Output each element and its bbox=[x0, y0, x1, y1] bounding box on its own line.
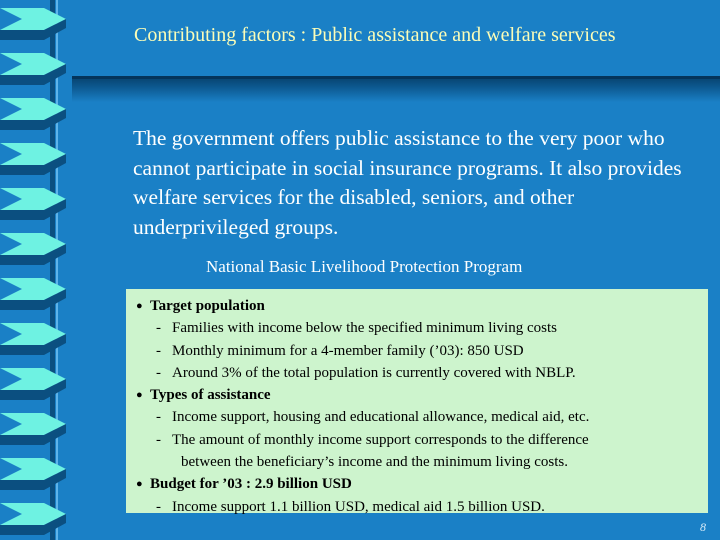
dash-marker: - bbox=[156, 431, 161, 448]
bullet-icon: ● bbox=[136, 478, 143, 491]
page-number: 8 bbox=[700, 520, 706, 534]
dash-marker: - bbox=[156, 320, 161, 337]
list-item-text: Around 3% of the total population is currently covered with NBLP. bbox=[172, 364, 576, 381]
list-item-text: Income support 1.1 billion USD, medical aid 1.5 billion USD. bbox=[172, 498, 545, 515]
title-band bbox=[72, 76, 720, 102]
section-budget bbox=[136, 473, 708, 495]
dash-marker: - bbox=[156, 498, 161, 515]
intro-paragraph: The government offers public assistance to the very poor who cannot participate in social insurance programs. It also provides welfare services for the disabled, seniors, and other underprivileged groups. bbox=[133, 126, 682, 239]
list-item-text: Families with income below the specified minimum living costs bbox=[172, 320, 557, 337]
program-heading: National Basic Livelihood Protection Program bbox=[206, 257, 523, 276]
slide-title: Contributing factors : Public assistance and welfare services bbox=[134, 24, 616, 46]
list-item bbox=[136, 317, 708, 339]
list-item bbox=[136, 340, 708, 362]
list-item bbox=[136, 496, 708, 518]
list-item-continuation: between the beneficiary’s income and the minimum living costs. bbox=[181, 454, 568, 471]
list-item-text: Monthly minimum for a 4-member family (’03): 850 USD bbox=[172, 342, 524, 359]
section-target-population bbox=[136, 295, 708, 317]
dash-marker: - bbox=[156, 364, 161, 381]
bullet-icon: ● bbox=[136, 389, 143, 402]
title-band-edge bbox=[72, 76, 720, 79]
program-details-panel bbox=[126, 289, 708, 513]
list-item-text: The amount of monthly income support corresponds to the difference bbox=[172, 431, 589, 448]
list-item-text: Income support, housing and educational allowance, medical aid, etc. bbox=[172, 409, 590, 426]
dash-marker: - bbox=[156, 342, 161, 359]
left-arrow-decoration bbox=[0, 0, 80, 540]
section-types-of-assistance bbox=[136, 384, 708, 406]
arrow-shapes bbox=[0, 0, 80, 540]
section-heading: Budget for ’03 : 2.9 billion USD bbox=[150, 476, 352, 493]
section-heading: Types of assistance bbox=[150, 387, 271, 404]
dash-marker: - bbox=[156, 409, 161, 426]
list-item bbox=[136, 429, 708, 451]
list-item bbox=[136, 362, 708, 384]
bullet-icon: ● bbox=[136, 300, 143, 312]
list-item bbox=[136, 406, 708, 428]
section-heading: Target population bbox=[150, 298, 265, 314]
